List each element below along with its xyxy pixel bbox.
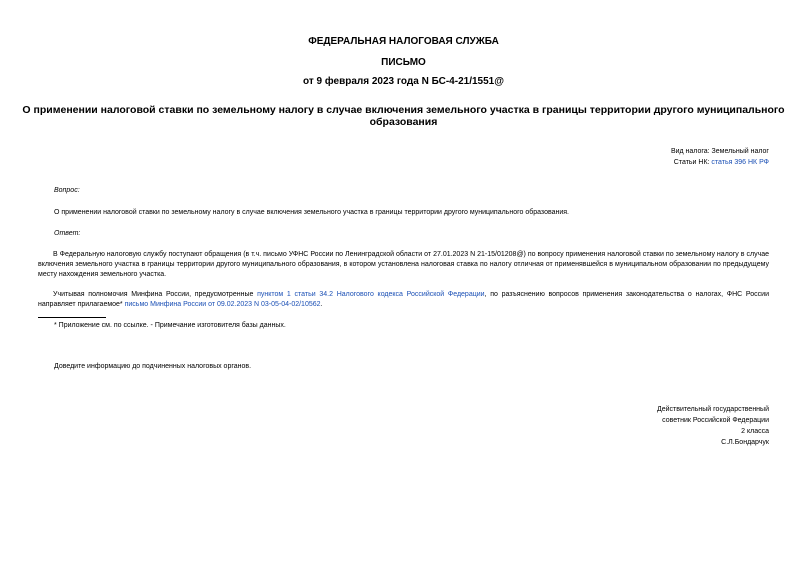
tax-articles bbox=[671, 157, 769, 168]
answer-paragraph-2 bbox=[38, 290, 769, 310]
paragraph2-text-1: Учитывая полномочия Минфина России, предусмотренные bbox=[53, 291, 258, 298]
tax-type: Вид налога: Земельный налог bbox=[670, 148, 769, 155]
signatory-name: С.Л.Бондарчук bbox=[721, 439, 769, 446]
minfin-letter-link[interactable]: письмо Минфина России от 09.02.2023 N 03-05-04-02/10562 bbox=[124, 301, 321, 308]
footnote: * Приложение см. по ссылке. - Примечание изготовителя базы данных. bbox=[54, 322, 286, 329]
answer-paragraph-1: В Федеральную налоговую службу поступают обращения (в т.ч. письмо УФНС России по Ленинградской области от 27.01.2023 N 21-15/01208@) по вопросу применения налоговой ставки по земельному налогу в случае включения земельного участка в границы территории другого муниципального образования, в котором установлена налоговая ставка по налогу отличная от применявшейся в муниципальном образовании по предыдущему месту нахождения земельного участка. bbox=[38, 251, 769, 278]
inform-instruction: Доведите информацию до подчиненных налоговых органов. bbox=[54, 363, 252, 370]
article-396-link[interactable]: статья 396 НК РФ bbox=[711, 159, 769, 166]
document-type: ПИСЬМО bbox=[381, 57, 426, 68]
document-subject: О применении налоговой ставки по земельному налогу в случае включения земельного участка в границы территории другого муниципального образования bbox=[22, 104, 785, 128]
tax-code-link[interactable]: пунктом 1 статьи 34.2 Налогового кодекса Российской Федерации bbox=[257, 291, 485, 298]
signature-title-2: советник Российской Федерации bbox=[662, 417, 769, 424]
signature-title-3: 2 класса bbox=[741, 428, 769, 435]
paragraph2-text-3: . bbox=[320, 301, 323, 308]
question-label: Вопрос: bbox=[54, 187, 80, 194]
signature-block bbox=[657, 404, 769, 448]
agency-title: ФЕДЕРАЛЬНАЯ НАЛОГОВАЯ СЛУЖБА bbox=[308, 36, 499, 47]
articles-label: Статьи НК: bbox=[673, 159, 712, 166]
signature-title-1: Действительный государственный bbox=[657, 406, 769, 413]
question-text: О применении налоговой ставки по земельному налогу в случае включения земельного участка в границы территории другого муниципального образования. bbox=[54, 209, 570, 216]
document-date-number: от 9 февраля 2023 года N БС-4-21/1551@ bbox=[303, 76, 504, 87]
paragraph2-text-2: , по разъяснению вопросов применения законодательства о налогах, ФНС России направляет прилагаемое* bbox=[38, 291, 769, 308]
answer-label: Ответ: bbox=[54, 230, 81, 237]
tax-meta bbox=[671, 146, 769, 168]
footnote-divider bbox=[38, 317, 106, 318]
